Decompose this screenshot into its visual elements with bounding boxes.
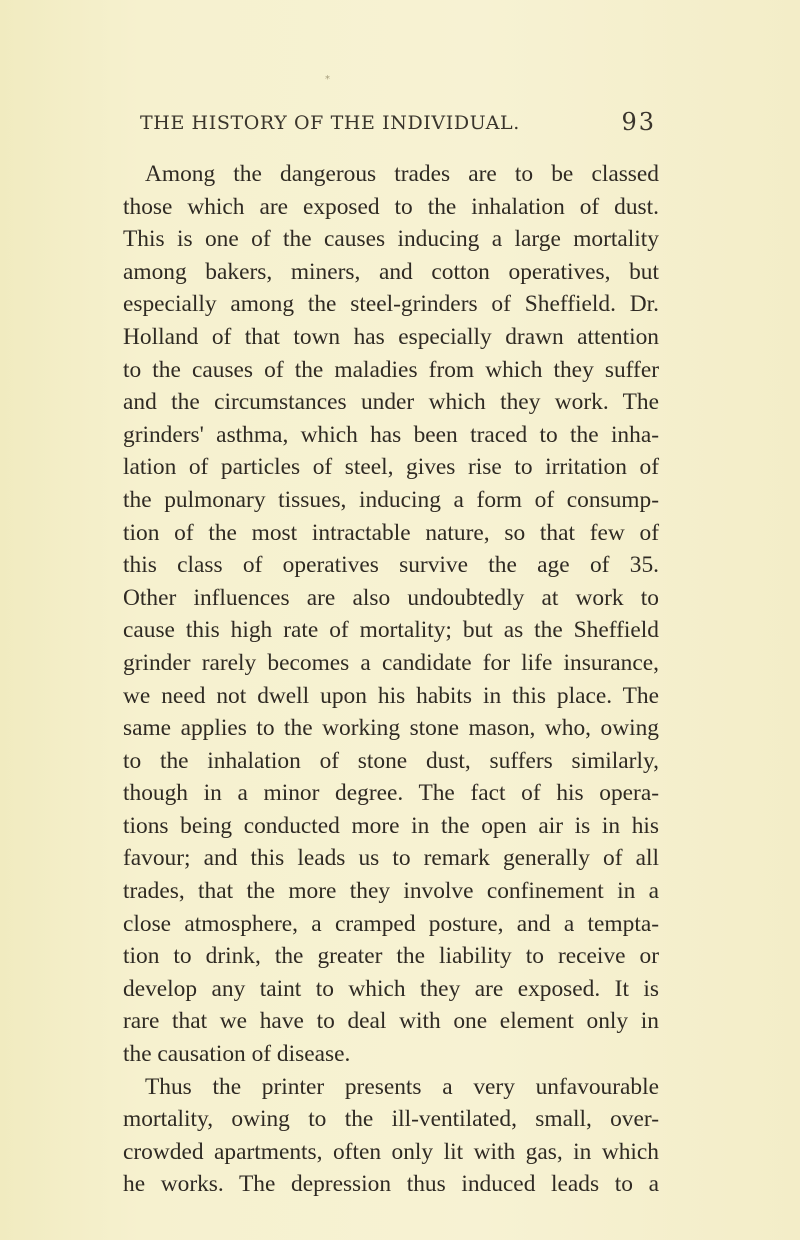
text-line: Thus the printer presents a very unfavourable xyxy=(145,1073,659,1100)
page-number: 93 xyxy=(621,108,656,136)
body-text xyxy=(123,158,659,1201)
text-line: though in a minor degree. The fact of his opera- xyxy=(123,780,659,807)
scan-mark: * xyxy=(325,74,330,85)
text-line: the pulmonary tissues, inducing a form of consump- xyxy=(123,486,659,513)
text-line: develop any taint to which they are exposed. It is xyxy=(123,975,659,1002)
text-line: rare that we have to deal with one element only in xyxy=(123,1008,659,1035)
text-line: Other influences are also undoubtedly at work to xyxy=(123,584,659,611)
text-line: mortality, owing to the ill-ventilated, small, over- xyxy=(123,1106,659,1133)
page-header xyxy=(128,108,658,138)
text-line: crowded apartments, often only lit with gas, in which xyxy=(123,1138,659,1165)
text-line: Among the dangerous trades are to be classed xyxy=(145,161,659,187)
text-line: Holland of that town has especially drawn attention xyxy=(123,323,659,350)
running-head: THE HISTORY OF THE INDIVIDUAL. xyxy=(140,112,520,134)
text-line: grinder rarely becomes a candidate for life insurance, xyxy=(123,649,659,676)
text-line: tion of the most intractable nature, so that few of xyxy=(123,519,659,546)
text-line: to the inhalation of stone dust, suffers similarly, xyxy=(123,747,659,774)
text-line: to the causes of the maladies from which they suffer xyxy=(123,356,659,383)
text-line: trades, that the more they involve confinement in a xyxy=(123,878,659,905)
text-line: lation of particles of steel, gives rise to irritation of xyxy=(123,454,659,481)
text-line: close atmosphere, a cramped posture, and a tempta- xyxy=(123,910,659,937)
text-line: grinders' asthma, which has been traced to the inha- xyxy=(123,421,659,448)
text-line: favour; and this leads us to remark generally of all xyxy=(123,845,659,872)
text-line: and the circumstances under which they work. The xyxy=(123,389,659,416)
text-line: tions being conducted more in the open air is in his xyxy=(123,812,659,839)
text-line: this class of operatives survive the age of 35. xyxy=(123,552,659,579)
text-line: This is one of the causes inducing a large mortality xyxy=(123,226,659,253)
text-line: we need not dwell upon his habits in this place. The xyxy=(123,682,659,709)
text-line: among bakers, miners, and cotton operatives, but xyxy=(123,258,659,285)
text-line: same applies to the working stone mason, who, owing xyxy=(123,715,659,742)
text-line: cause this high rate of mortality; but as the Sheffield xyxy=(123,617,659,644)
text-line: he works. The depression thus induced leads to a xyxy=(123,1171,659,1198)
text-line: those which are exposed to the inhalation of dust. xyxy=(123,193,659,220)
text-line: tion to drink, the greater the liability to receive or xyxy=(123,943,659,970)
text-line: the causation of disease. xyxy=(123,1041,351,1068)
text-line: especially among the steel-grinders of Sheffield. Dr. xyxy=(123,291,659,318)
